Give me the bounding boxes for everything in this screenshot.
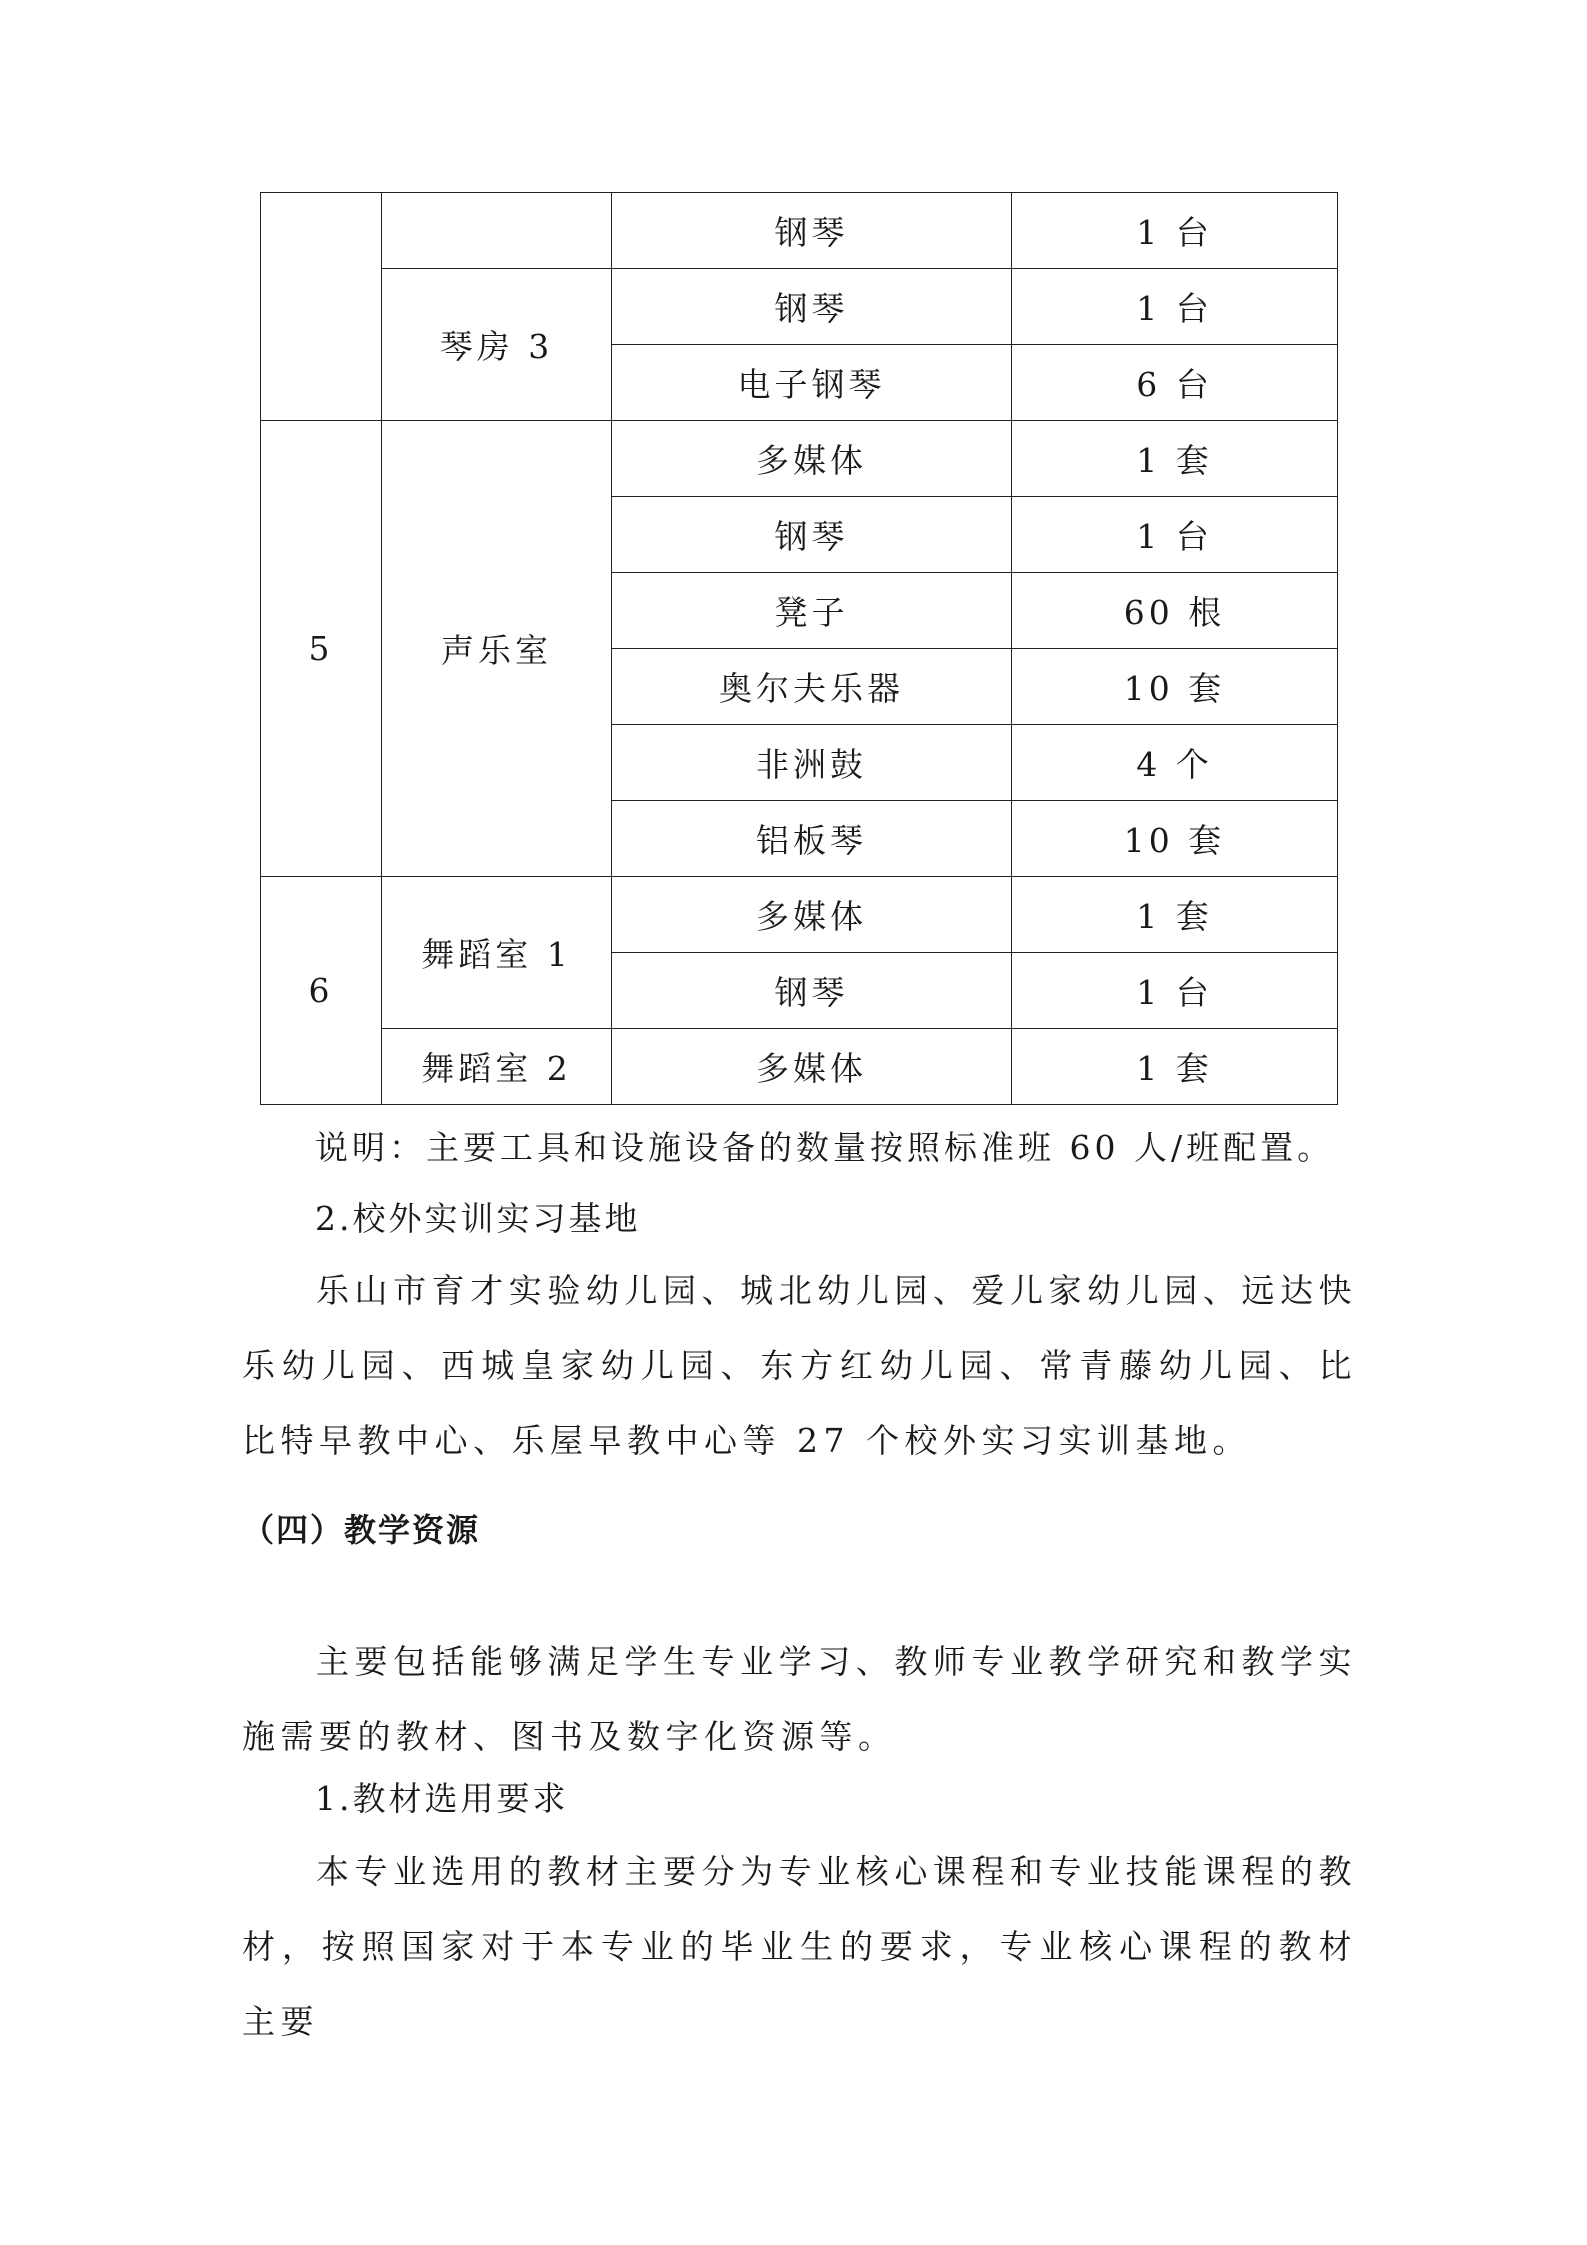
equipment-name-cell: 凳子 — [612, 573, 1012, 649]
equipment-name-cell: 电子钢琴 — [612, 345, 1012, 421]
quantity-cell: 4 个 — [1012, 725, 1338, 801]
offsite-base-paragraph: 乐山市育才实验幼儿园、城北幼儿园、爱儿家幼儿园、远达快乐幼儿园、西城皇家幼儿园、东方红幼儿园、常青藤幼儿园、比比特早教中心、乐屋早教中心等 27 个校外实习实训基地。 — [242, 1271, 1357, 1460]
quantity-cell: 1 套 — [1012, 421, 1338, 497]
quantity-cell: 1 台 — [1012, 269, 1338, 345]
equipment-name-cell: 钢琴 — [612, 497, 1012, 573]
table-row — [261, 877, 1338, 953]
table-row — [261, 421, 1338, 497]
offsite-base-heading: 2.校外实训实习基地 — [315, 1199, 641, 1238]
quantity-cell: 1 套 — [1012, 877, 1338, 953]
quantity-cell: 10 套 — [1012, 801, 1338, 877]
equipment-name-cell: 钢琴 — [612, 953, 1012, 1029]
equipment-name-cell: 钢琴 — [612, 269, 1012, 345]
equipment-name-cell: 奥尔夫乐器 — [612, 649, 1012, 725]
equipment-name-cell: 多媒体 — [612, 1029, 1012, 1105]
quantity-cell: 1 台 — [1012, 497, 1338, 573]
quantity-cell: 1 套 — [1012, 1029, 1338, 1105]
table-note: 说明：主要工具和设施设备的数量按照标准班 60 人/班配置。 — [315, 1128, 1335, 1167]
table-row — [261, 269, 1338, 345]
section-intro-paragraph: 主要包括能够满足学生专业学习、教师专业教学研究和教学实施需要的教材、图书及数字化资源等。 — [242, 1642, 1357, 1756]
row-number-cell: 5 — [261, 421, 382, 877]
equipment-name-cell: 多媒体 — [612, 877, 1012, 953]
room-name-cell: 舞蹈室 1 — [382, 877, 612, 1029]
table-row — [261, 1029, 1338, 1105]
table-row — [261, 193, 1338, 269]
equipment-name-cell: 铝板琴 — [612, 801, 1012, 877]
room-name-cell: 舞蹈室 2 — [382, 1029, 612, 1105]
section-title: （四）教学资源 — [242, 1511, 481, 1549]
equipment-table — [260, 192, 1338, 1105]
row-number-cell — [261, 193, 382, 421]
equipment-name-cell: 非洲鼓 — [612, 725, 1012, 801]
textbook-selection-heading: 1.教材选用要求 — [315, 1779, 569, 1818]
equipment-name-cell: 钢琴 — [612, 193, 1012, 269]
row-number-cell: 6 — [261, 877, 382, 1105]
quantity-cell: 1 台 — [1012, 953, 1338, 1029]
quantity-cell: 10 套 — [1012, 649, 1338, 725]
textbook-selection-paragraph: 本专业选用的教材主要分为专业核心课程和专业技能课程的教材，按照国家对于本专业的毕业生的要求，专业核心课程的教材主要 — [242, 1852, 1357, 2041]
room-name-cell: 声乐室 — [382, 421, 612, 877]
quantity-cell: 60 根 — [1012, 573, 1338, 649]
equipment-name-cell: 多媒体 — [612, 421, 1012, 497]
room-name-cell: 琴房 3 — [382, 269, 612, 421]
room-name-cell — [382, 193, 612, 269]
quantity-cell: 6 台 — [1012, 345, 1338, 421]
quantity-cell: 1 台 — [1012, 193, 1338, 269]
